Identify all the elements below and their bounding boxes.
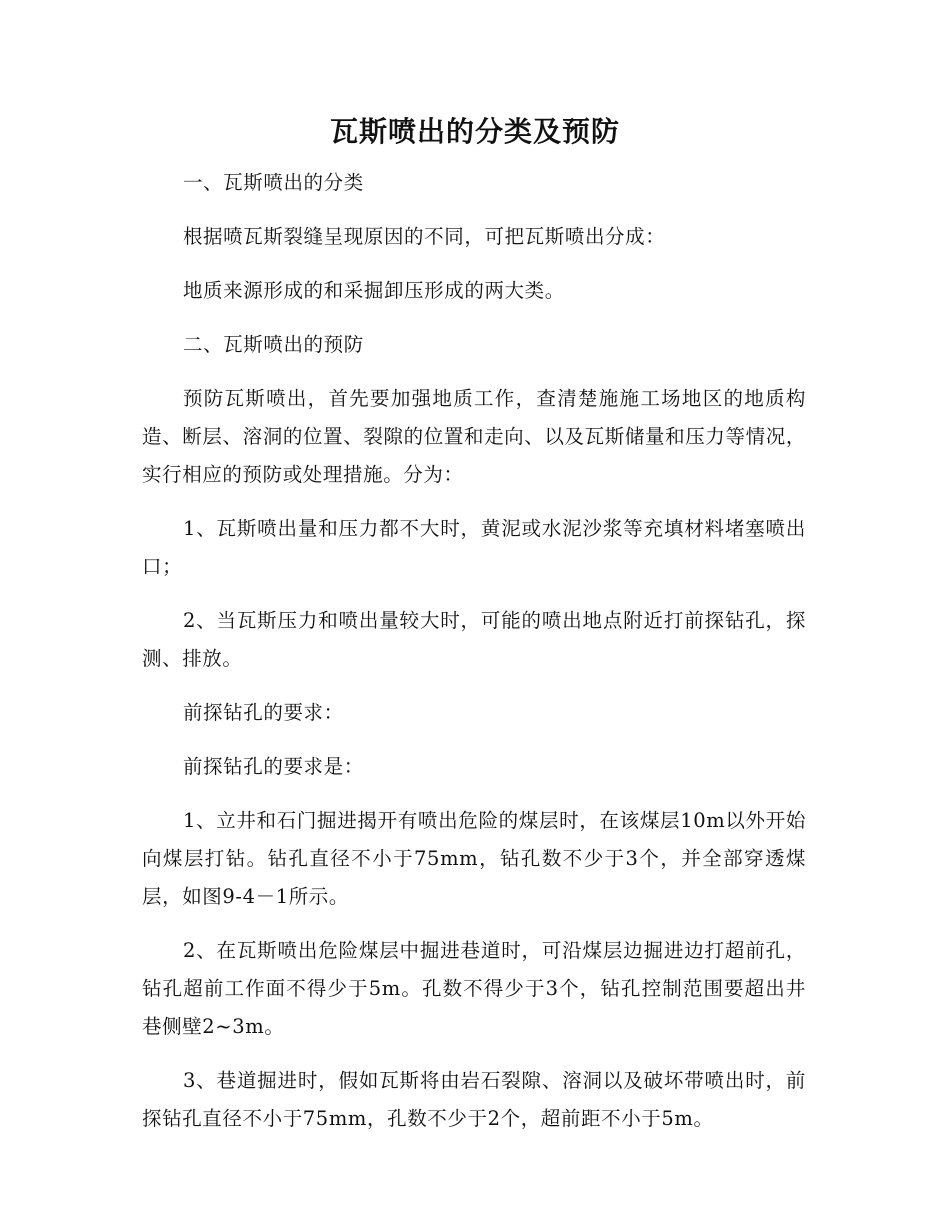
paragraph-classification-types: 地质来源形成的和采掘卸压形成的两大类。 [182,279,565,302]
document-body [142,164,806,1154]
paragraph-drilling-requirements-label: 前探钻孔的要求： [182,701,344,724]
section-heading-prevention: 二、瓦斯喷出的预防 [182,333,364,356]
paragraph-prevention-item-1: 1、瓦斯喷出量和压力都不大时，黄泥或水泥沙浆等充填材料堵塞喷出口； [142,517,806,578]
paragraph-prevention-intro: 预防瓦斯喷出，首先要加强地质工作，查清楚施施工场地区的地质构造、断层、溶洞的位置、裂隙的位置和走向、以及瓦斯储量和压力等情况，实行相应的预防或处理措施。分为： [142,387,806,486]
document-title: 瓦斯喷出的分类及预防 [329,115,620,148]
paragraph-drilling-item-3: 3、巷道掘进时，假如瓦斯将由岩石裂隙、溶洞以及破坏带喷出时，前探钻孔直径不小于75mm，孔数不少于2个，超前距不小于5m。 [142,1069,806,1130]
section-heading-classification: 一、瓦斯喷出的分类 [182,171,364,194]
paragraph-prevention-item-2: 2、当瓦斯压力和喷出量较大时，可能的喷出地点附近打前探钻孔，探测、排放。 [142,609,806,670]
paragraph-drilling-item-1: 1、立井和石门掘进揭开有喷出危险的煤层时，在该煤层10m以外开始向煤层打钻。钻孔直径不小于75mm，钻孔数不少于3个，并全部穿透煤层，如图9-4－1所示。 [142,809,806,908]
paragraph-drilling-item-2: 2、在瓦斯喷出危险煤层中掘进巷道时，可沿煤层边掘进边打超前孔，钻孔超前工作面不得少于5m。孔数不得少于3个，钻孔控制范围要超出井巷侧壁2~3m。 [142,939,806,1038]
paragraph-drilling-requirements-intro: 前探钻孔的要求是： [182,755,364,778]
paragraph-classification-intro: 根据喷瓦斯裂缝呈现原因的不同，可把瓦斯喷出分成： [182,225,666,248]
